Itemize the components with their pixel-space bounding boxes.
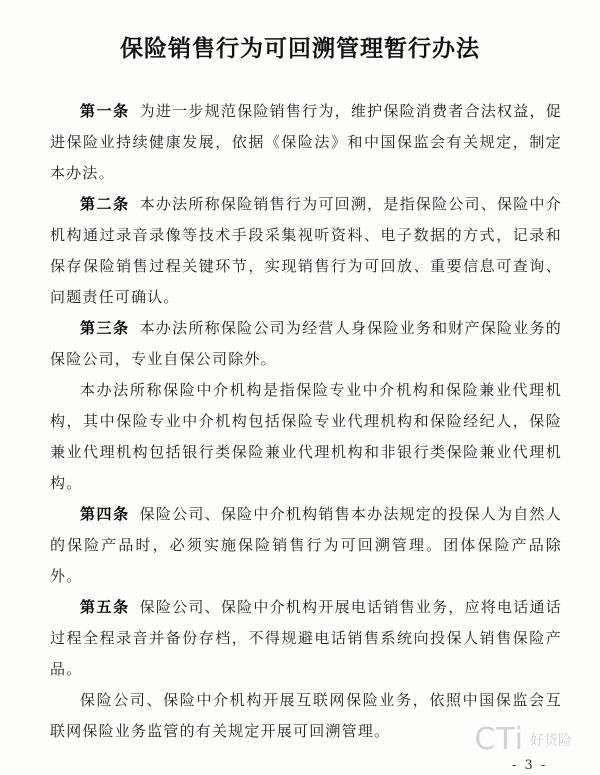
paragraph-article-4 [50, 499, 562, 592]
document-body [50, 96, 562, 747]
paragraph-text: 保险公司、保险中介机构开展互联网保险业务，依照中国保监会互联网保险业务监管的有关规定开展可回溯管理。 [50, 691, 562, 740]
paragraph-text: 保险公司、保险中介机构开展电话销售业务，应将电话通话过程全程录音并备份存档，不得规避电话销售系统向投保人销售保险产品。 [50, 598, 562, 678]
paragraph-text: 为进一步规范保险销售行为，维护保险消费者合法权益，促进保险业持续健康发展，依据《保险法》和中国保监会有关规定，制定本办法。 [50, 102, 562, 182]
paragraph-article-1 [50, 96, 562, 189]
paragraph-text: 本办法所称保险中介机构是指保险专业中介机构和保险兼业代理机构，其中保险专业中介机构包括保险专业代理机构和保险经纪人，保险兼业代理机构包括银行类保险兼业代理机构和非银行类保险兼业代理机构。 [50, 381, 562, 492]
paragraph-article-2 [50, 189, 562, 313]
paragraph-text: 保险公司、保险中介机构销售本办法规定的投保人为自然人的保险产品时，必须实施保险销售行为可回溯管理。团体保险产品除外。 [50, 505, 562, 585]
article-heading: 第三条 [80, 319, 130, 337]
paragraph-article-3-cont [50, 375, 562, 499]
paragraph-text: 本办法所称保险公司为经营人身保险业务和财产保险业务的保险公司，专业自保公司除外。 [50, 319, 562, 368]
paragraph-article-5 [50, 592, 562, 685]
page-number: - 3 - [512, 758, 548, 773]
article-heading: 第一条 [80, 102, 130, 120]
paragraph-text: 本办法所称保险销售行为可回溯，是指保险公司、保险中介机构通过录音录像等技术手段采集视听资料、电子数据的方式，记录和保存保险销售过程关键环节，实现销售行为可回放、重要信息可查询、问题责任可确认。 [50, 195, 562, 306]
watermark [474, 722, 572, 757]
article-heading: 第二条 [80, 195, 130, 213]
article-heading: 第五条 [80, 598, 130, 616]
watermark-name: 好货险 [530, 732, 572, 749]
article-heading: 第四条 [80, 505, 130, 523]
paragraph-article-3 [50, 313, 562, 375]
document-title: 保险销售行为可回溯管理暂行办法 [120, 35, 480, 62]
watermark-logo: CTi [474, 722, 524, 757]
